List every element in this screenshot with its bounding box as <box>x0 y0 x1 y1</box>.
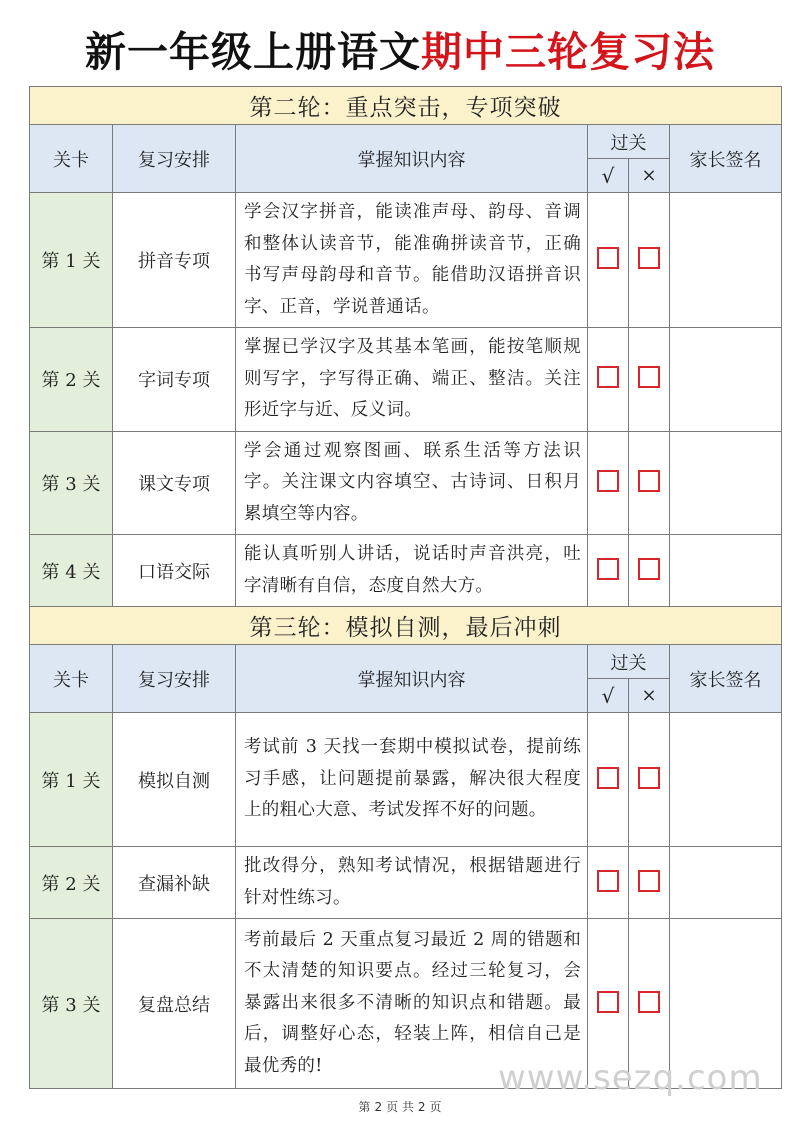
knowledge-cell: 学会通过观察图画、联系生活等方法识字。关注课文内容填空、古诗词、日积月累填空等内容。 <box>236 431 588 535</box>
fail-checkbox[interactable] <box>638 247 660 269</box>
fail-checkbox[interactable] <box>638 870 660 892</box>
table-row <box>30 847 782 919</box>
fail-checkbox[interactable] <box>638 470 660 492</box>
knowledge-cell: 考前最后 2 天重点复习最近 2 周的错题和不太清楚的知识要点。经过三轮复习，会暴露出来很多不清晰的知识点和错题。最后，调整好心态，轻装上阵，相信自己是最优秀的! <box>236 919 588 1089</box>
arrangement-cell: 复盘总结 <box>113 919 236 1089</box>
arrangement-cell: 字词专项 <box>113 328 236 432</box>
parent-sign-cell[interactable] <box>670 713 782 847</box>
header-knowledge: 掌握知识内容 <box>236 645 588 713</box>
arrangement-cell: 口语交际 <box>113 535 236 607</box>
footer-total-pages: 2 <box>417 1100 426 1114</box>
arrangement-cell: 拼音专项 <box>113 193 236 328</box>
table-row <box>30 713 782 847</box>
fail-checkbox[interactable] <box>638 767 660 789</box>
header-cross: × <box>629 679 670 713</box>
header-check: √ <box>588 159 629 193</box>
header-level: 关卡 <box>30 645 113 713</box>
title-part1: 新一年级上册语文 <box>85 28 421 76</box>
parent-sign-cell[interactable] <box>670 847 782 919</box>
footer-suffix: 页 <box>429 1100 442 1114</box>
section-round2 <box>30 87 782 125</box>
header-pass: 过关 <box>588 645 670 679</box>
page-title <box>0 22 800 82</box>
knowledge-cell: 考试前 3 天找一套期中模拟试卷，提前练习手感，让问题提前暴露，解决很大程度上的粗心大意、考试发挥不好的问题。 <box>236 713 588 847</box>
level-cell: 第 1 关 <box>30 193 113 328</box>
pass-checkbox[interactable] <box>597 991 619 1013</box>
knowledge-cell: 能认真听别人讲话，说话时声音洪亮，吐字清晰有自信，态度自然大方。 <box>236 535 588 607</box>
pass-checkbox[interactable] <box>597 366 619 388</box>
header-level: 关卡 <box>30 125 113 193</box>
parent-sign-cell[interactable] <box>670 328 782 432</box>
fail-checkbox[interactable] <box>638 991 660 1013</box>
header-arrangement: 复习安排 <box>113 125 236 193</box>
section-round3 <box>30 607 782 645</box>
footer-prefix: 第 <box>358 1100 371 1114</box>
arrangement-cell: 查漏补缺 <box>113 847 236 919</box>
page-footer <box>0 1098 800 1115</box>
level-cell: 第 2 关 <box>30 847 113 919</box>
pass-checkbox[interactable] <box>597 470 619 492</box>
pass-checkbox[interactable] <box>597 247 619 269</box>
section-title: 第三轮：模拟自测，最后冲刺 <box>30 607 782 645</box>
table-row <box>30 328 782 432</box>
level-cell: 第 1 关 <box>30 713 113 847</box>
knowledge-cell: 掌握已学汉字及其基本笔画，能按笔顺规则写字，字写得正确、端正、整洁。关注形近字与近、反义词。 <box>236 328 588 432</box>
pass-checkbox[interactable] <box>597 558 619 580</box>
footer-mid: 页 共 <box>386 1100 414 1114</box>
review-table <box>29 86 782 1089</box>
level-cell: 第 3 关 <box>30 431 113 535</box>
header-parent-sign: 家长签名 <box>670 645 782 713</box>
table-row <box>30 431 782 535</box>
header-row <box>30 645 782 679</box>
header-cross: × <box>629 159 670 193</box>
header-arrangement: 复习安排 <box>113 645 236 713</box>
header-pass: 过关 <box>588 125 670 159</box>
pass-checkbox[interactable] <box>597 767 619 789</box>
header-row <box>30 125 782 159</box>
section-title: 第二轮：重点突击，专项突破 <box>30 87 782 125</box>
parent-sign-cell[interactable] <box>670 535 782 607</box>
pass-checkbox[interactable] <box>597 870 619 892</box>
knowledge-cell: 批改得分，熟知考试情况，根据错题进行针对性练习。 <box>236 847 588 919</box>
footer-page-number: 2 <box>374 1100 383 1114</box>
header-parent-sign: 家长签名 <box>670 125 782 193</box>
level-cell: 第 4 关 <box>30 535 113 607</box>
watermark: www.sezq.com <box>498 1058 763 1098</box>
arrangement-cell: 课文专项 <box>113 431 236 535</box>
fail-checkbox[interactable] <box>638 558 660 580</box>
title-part2: 期中三轮复习法 <box>421 28 715 76</box>
table-row <box>30 193 782 328</box>
arrangement-cell: 模拟自测 <box>113 713 236 847</box>
level-cell: 第 2 关 <box>30 328 113 432</box>
parent-sign-cell[interactable] <box>670 193 782 328</box>
parent-sign-cell[interactable] <box>670 431 782 535</box>
knowledge-cell: 学会汉字拼音，能读准声母、韵母、音调和整体认读音节，能准确拼读音节，正确书写声母韵母和音节。能借助汉语拼音识字、正音，学说普通话。 <box>236 193 588 328</box>
level-cell: 第 3 关 <box>30 919 113 1089</box>
table-row <box>30 535 782 607</box>
header-knowledge: 掌握知识内容 <box>236 125 588 193</box>
header-check: √ <box>588 679 629 713</box>
fail-checkbox[interactable] <box>638 366 660 388</box>
